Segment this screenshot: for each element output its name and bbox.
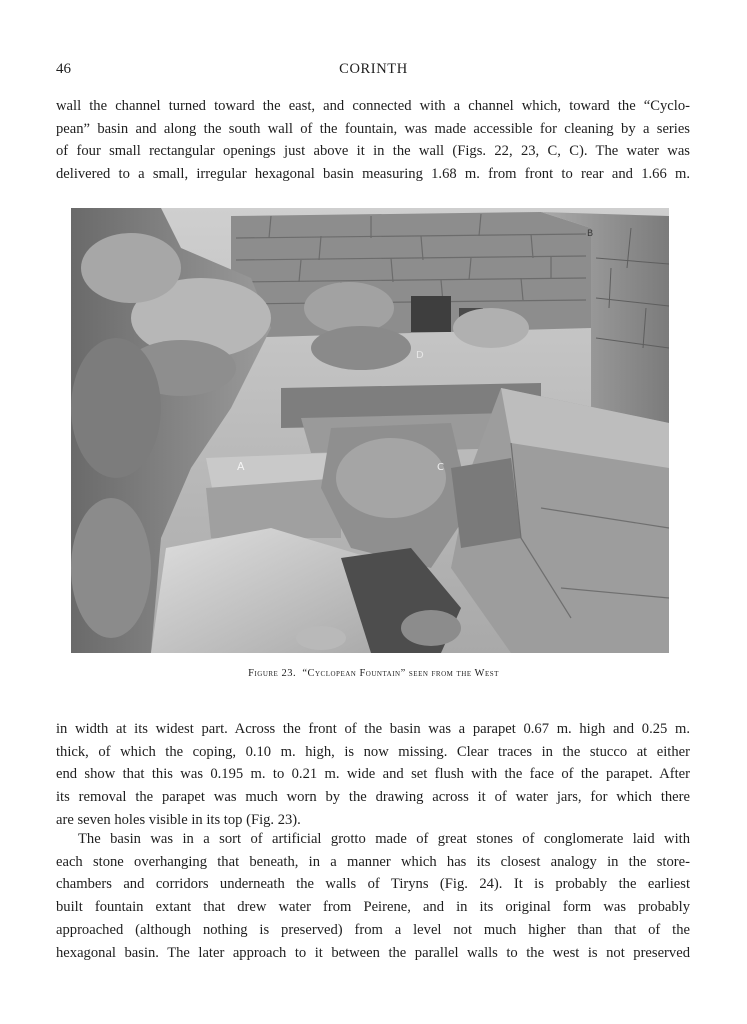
text-line: end show that this was 0.195 m. to 0.21 m. wide and set flush with the face of the parapet. After	[56, 766, 690, 783]
photo-label-c: C	[437, 462, 444, 473]
figure-caption	[0, 668, 747, 679]
text-line: The basin was in a sort of artificial grotto made of great stones of conglomerate laid with	[78, 831, 690, 847]
text-line: thick, of which the coping, 0.10 m. high, is now missing. Clear traces in the stucco at either	[56, 743, 690, 760]
text-line: pean” basin and along the south wall of the fountain, was made accessible for cleaning by a series	[56, 120, 690, 137]
photo-label-d: D	[416, 350, 424, 361]
figure-caption-label: Figure 23.	[248, 668, 297, 679]
paragraph-top	[56, 95, 690, 186]
text-line: each stone overhanging that beneath, in a manner which has its closest analogy in the store-	[56, 853, 690, 870]
fountain-photograph	[71, 208, 669, 653]
running-title: CORINTH	[339, 61, 408, 77]
photograph-illustration	[71, 208, 669, 653]
text-line: approached (although nothing is preserved) from a level not much higher than that of the	[56, 921, 690, 938]
text-line: chambers and corridors underneath the walls of Tiryns (Fig. 24). It is probably the earliest	[56, 876, 690, 893]
photo-label-a: A	[237, 460, 245, 473]
page-number: 46	[56, 61, 71, 77]
text-line: its removal the parapet was much worn by the drawing across it of water jars, for which there	[56, 789, 690, 806]
text-line: built fountain extant that drew water from Peirene, and in its original form was probably	[56, 899, 690, 916]
text-line: of four small rectangular openings just above it in the wall (Figs. 22, 23, C, C). The water was	[56, 143, 690, 160]
text-line: delivered to a small, irregular hexagonal basin measuring 1.68 m. from front to rear and 1.66 m.	[56, 166, 690, 183]
figure-caption-text: “Cyclopean Fountain” seen from the West	[302, 668, 499, 679]
paragraph-middle	[56, 718, 690, 832]
text-line: in width at its widest part. Across the front of the basin was a parapet 0.67 m. high and 0.25 m.	[56, 721, 690, 737]
text-line: hexagonal basin. The later approach to it between the parallel walls to the west is not preserved	[56, 944, 690, 961]
text-line: are seven holes visible in its top (Fig. 23).	[56, 811, 301, 828]
paragraph-bottom	[56, 828, 690, 964]
photo-label-b: B	[587, 229, 594, 239]
text-line: wall the channel turned toward the east, and connected with a channel which, toward the “Cyclo-	[56, 98, 690, 114]
